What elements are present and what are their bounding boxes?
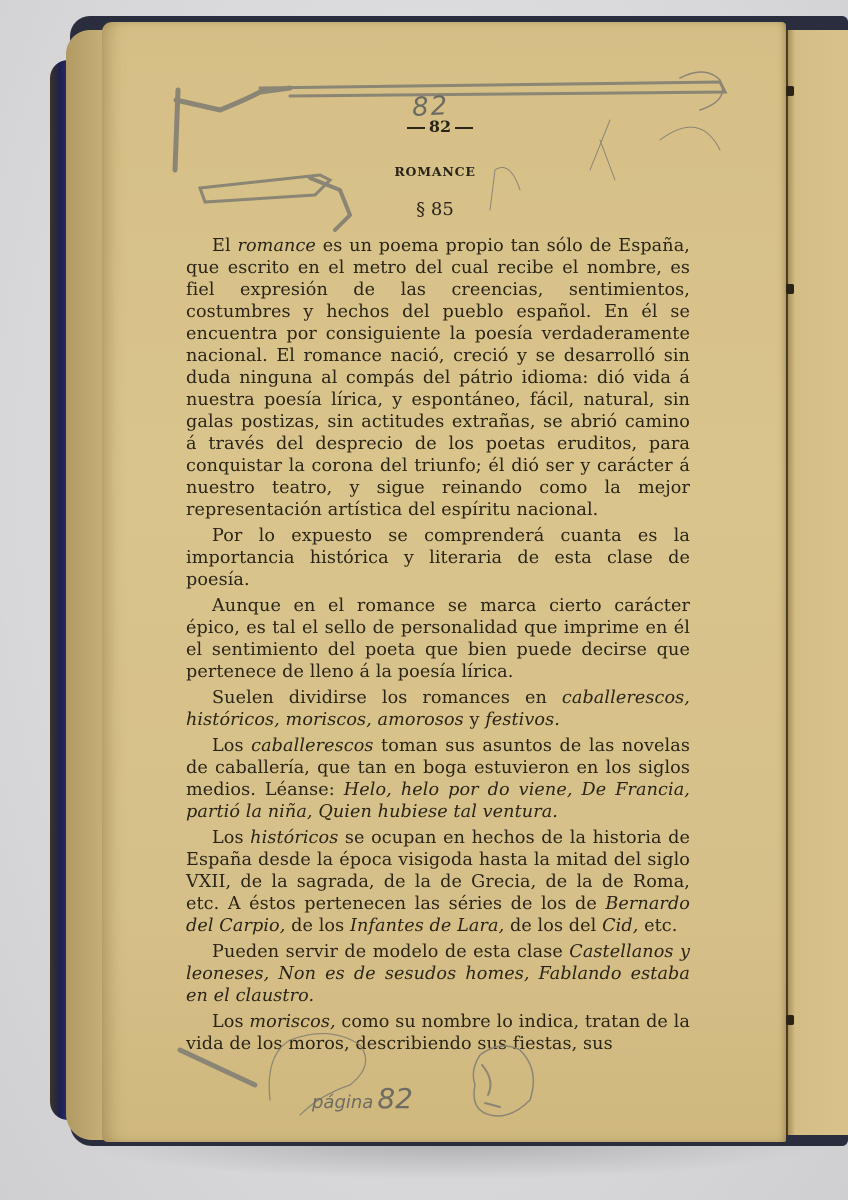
text-run: de los: [285, 916, 350, 936]
book-shadow: [70, 1140, 830, 1180]
text-run: de los del: [504, 916, 603, 936]
binding-thread: [786, 86, 794, 96]
italic-run: Castellanos y leoneses, Non es de sesudos homes, Fablando estaba en el claustro.: [186, 942, 690, 1006]
handwritten-page-number: 82: [411, 91, 450, 123]
italic-run: moriscos,: [249, 1012, 336, 1032]
paragraph: [186, 941, 690, 1007]
pencil-sketch-rifle-icon: [160, 70, 760, 250]
text-run: como su nombre lo indica, tratan de la vida de los moros, describiendo sus fiestas, sus: [186, 1012, 690, 1054]
binding-thread: [786, 1015, 794, 1025]
running-head: ROMANCE: [394, 164, 476, 179]
body-text: [186, 235, 690, 1059]
text-run: toman sus asuntos de las novelas de caballería, que tan en boga estuvieron en los siglos medios. Léanse:: [186, 736, 690, 800]
italic-run: Infantes de Lara,: [349, 916, 505, 936]
italic-run: romance: [237, 236, 316, 256]
dash-right: [455, 127, 473, 129]
handwritten-annotation: [312, 1082, 413, 1115]
paragraph: [186, 827, 690, 937]
text-run: Los: [212, 828, 251, 848]
italic-run: Helo, helo por do viene, De Francia, partió la niña, Quien hubiese tal ventura.: [186, 780, 690, 822]
paragraph: [186, 595, 690, 683]
paragraph: [186, 687, 690, 731]
printed-page-number: [400, 117, 480, 136]
text-run: etc.: [638, 916, 678, 936]
text-run: Suelen dividirse los romances en: [212, 688, 562, 708]
text-run: Aunque en el romance se marca cierto carácter épico, es tal el sello de personalidad que imprime en él el sentimiento del poeta que bien puede decirse que pertenece de lleno á la poesía lírica.: [186, 596, 690, 682]
facing-page: [786, 30, 848, 1135]
folio-number: 82: [428, 117, 452, 136]
annotation-word: página: [312, 1092, 374, 1113]
text-run: Pueden servir de modelo de esta clase: [212, 942, 570, 962]
text-run: Los: [212, 1012, 250, 1032]
text-run: Los: [212, 736, 252, 756]
binding-thread: [786, 284, 794, 294]
pencil-sketch-heads-icon: [170, 1025, 570, 1135]
text-run: Por lo expuesto se comprenderá cuanta es la importancia histórica y literaria de esta clase de poesía.: [186, 526, 690, 590]
annotation-number: 82: [377, 1082, 413, 1115]
italic-run: festivos.: [485, 710, 560, 730]
italic-run: Bernardo del Carpio,: [186, 894, 690, 936]
italic-run: históricos: [250, 828, 339, 848]
paragraph: [186, 525, 690, 591]
paragraph: [186, 735, 690, 823]
text-run: es un poema propio tan sólo de España, que escrito en el metro del cual recibe el nombre, es fiel expresión de las creencias, sentimientos, costumbres y hechos del pueblo español. En él se encuentra por consiguiente la poesía verdaderamente nacional. El romance nació, creció y se desarrolló sin duda ninguna al compás del pátrio idioma: dió vida á nuestra poesía lírica, y espontáneo, fácil, natural, sin galas postizas, sin actitudes extrañas, se abrió camino á través del desprecio de los poetas eruditos, para conquistar la corona del triunfo; él dió ser y carácter á nuestro teatro, y sigue reinando como la mejor representación artística del espíritu nacional.: [186, 236, 690, 520]
italic-run: Cid,: [602, 916, 639, 936]
italic-run: caballerescos: [251, 736, 374, 756]
section-number: § 85: [416, 199, 454, 220]
italic-run: caballerescos, históricos, moriscos, amorosos: [186, 688, 690, 730]
dash-left: [407, 127, 425, 129]
text-run: se ocupan en hechos de la historia de España desde la época visigoda hasta la mitad del siglo VXII, de la sagrada, de la de Grecia, de la de Roma, etc. A éstos pertenecen las séries de los de: [186, 828, 690, 914]
text-run: El: [212, 236, 238, 256]
paragraph: [186, 235, 690, 521]
text-run: y: [463, 710, 486, 730]
